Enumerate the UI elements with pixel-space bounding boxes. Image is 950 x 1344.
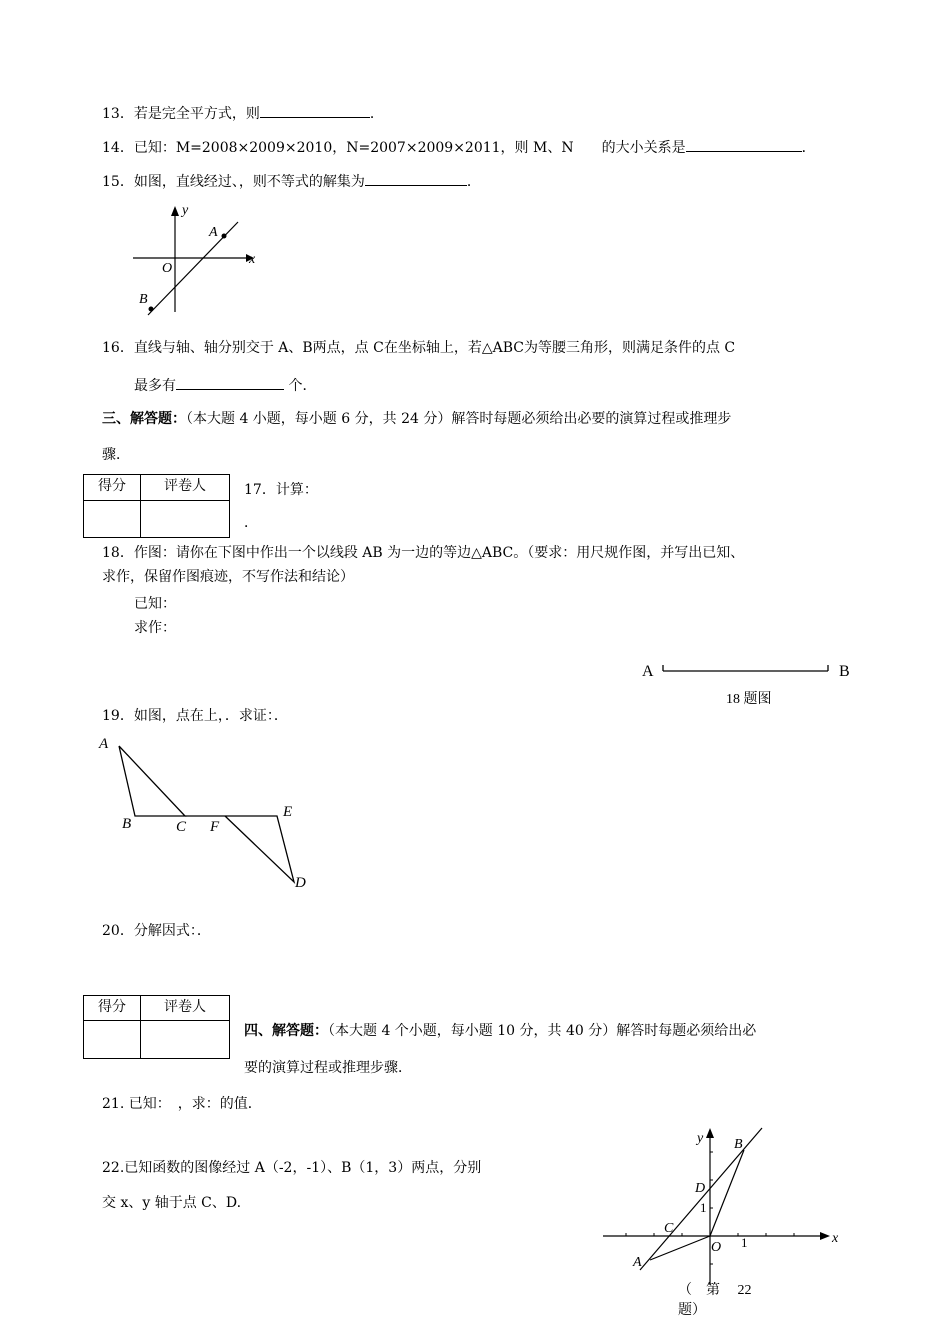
question-16-line2: 最多有 个． bbox=[134, 375, 316, 395]
y-axis-arrow-icon bbox=[706, 1128, 714, 1138]
x-unit-label: 1 bbox=[741, 1235, 748, 1250]
score-header: 得分 bbox=[84, 996, 141, 1021]
point-a-label: A bbox=[642, 663, 654, 680]
segment-ob bbox=[710, 1150, 744, 1236]
section-3-header bbox=[102, 408, 731, 428]
figure-19 bbox=[94, 730, 314, 895]
origin-label: O bbox=[711, 1240, 722, 1255]
y-label: y bbox=[697, 1131, 704, 1146]
question-19: 19．如图，点在上，．求证：． bbox=[102, 708, 288, 724]
d-label: D bbox=[695, 1181, 706, 1196]
question-15: 15．如图，直线经过、，则不等式的解集为 ． bbox=[102, 171, 481, 191]
a-label: A bbox=[99, 736, 109, 752]
x-label: x bbox=[832, 1231, 839, 1246]
c-label: C bbox=[664, 1221, 674, 1236]
point-a bbox=[222, 234, 227, 239]
question-21: 21. 已知： ，求：的值． bbox=[102, 1096, 262, 1112]
question-14: 14．已知：M=2008×2009×2010，N=2007×2009×2011，则 M、N 的大小关系是 ． bbox=[102, 137, 816, 157]
figure-22-caption-1: （ 第 22 bbox=[678, 1283, 752, 1298]
b-label: B bbox=[122, 816, 132, 832]
y-label: y bbox=[182, 203, 189, 218]
a-label: A bbox=[633, 1255, 642, 1270]
x-axis-arrow-icon bbox=[820, 1232, 830, 1240]
origin-label: O bbox=[162, 261, 173, 276]
question-17: 17．计算： bbox=[244, 482, 318, 498]
score-header: 得分 bbox=[84, 475, 141, 501]
q15-answer-blank[interactable] bbox=[365, 171, 467, 186]
q13-answer-blank[interactable] bbox=[260, 103, 370, 118]
triangle-fed bbox=[225, 816, 294, 882]
score-cell[interactable] bbox=[84, 501, 141, 538]
section-4-title: 四、解答题： bbox=[244, 1023, 328, 1039]
point-b bbox=[149, 307, 154, 312]
section-4-desc-cont: 要的演算过程或推理步骤． bbox=[244, 1060, 412, 1076]
section-4-desc: （本大题 4 个小题，每小题 10 分，共 40 分）解答时每题必须给出必 bbox=[328, 1023, 757, 1039]
question-20: 20．分解因式：． bbox=[102, 923, 211, 939]
question-22-line1: 22.已知函数的图像经过 A（-2，-1）、B（1，3）两点，分别 bbox=[102, 1160, 482, 1176]
section-4-header bbox=[244, 1020, 756, 1040]
q13-text: 13．若是完全平方式，则 bbox=[102, 106, 260, 122]
q16-answer-blank[interactable] bbox=[176, 375, 284, 390]
b-label: B bbox=[139, 292, 148, 307]
triangle-abc bbox=[119, 746, 185, 816]
q15-text: 15．如图，直线经过、，则不等式的解集为 bbox=[102, 174, 365, 190]
question-22-line2: 交 x、y 轴于点 C、D. bbox=[102, 1195, 242, 1211]
grader-header: 评卷人 bbox=[141, 475, 230, 501]
a-label: A bbox=[209, 225, 218, 240]
f-label: F bbox=[210, 819, 220, 835]
q14-text: 14．已知：M=2008×2009×2010，N=2007×2009×2011，则 M、N 的大小关系是 bbox=[102, 140, 686, 156]
point-b-label: B bbox=[839, 663, 850, 680]
y-axis-arrow-icon bbox=[171, 206, 179, 216]
figure-22-graph bbox=[598, 1120, 848, 1320]
x-label: x bbox=[249, 252, 256, 267]
b-label: B bbox=[734, 1137, 743, 1152]
question-18-known: 已知： bbox=[134, 596, 176, 612]
figure-18-caption: 18 题图 bbox=[726, 692, 772, 707]
grader-cell[interactable] bbox=[141, 1021, 230, 1059]
score-cell[interactable] bbox=[84, 1021, 141, 1059]
e-label: E bbox=[283, 804, 293, 820]
question-16-line1: 16．直线与轴、轴分别交于 A、B两点，点 C在坐标轴上，若△ABC为等腰三角形，则满足条件的点 C bbox=[102, 340, 736, 356]
figure-15-graph bbox=[128, 200, 263, 320]
score-table-2 bbox=[83, 995, 230, 1059]
section-3-desc-cont: 骤． bbox=[102, 447, 130, 463]
c-label: C bbox=[176, 819, 187, 835]
question-17-dot: ． bbox=[244, 515, 258, 531]
figure-22-caption-2: 题） bbox=[678, 1303, 706, 1318]
question-18-line1: 18．作图：请你在下图中作出一个以线段 AB 为一边的等边△ABC。（要求：用尺规作图，并写出已知、 bbox=[102, 545, 745, 561]
figure-18-segment bbox=[636, 655, 861, 710]
d-label: D bbox=[295, 875, 306, 891]
q14-answer-blank[interactable] bbox=[686, 137, 802, 152]
section-3-title: 三、解答题： bbox=[102, 411, 186, 427]
grader-header: 评卷人 bbox=[141, 996, 230, 1021]
grader-cell[interactable] bbox=[141, 501, 230, 538]
question-18-line2: 求作，保留作图痕迹，不写作法和结论） bbox=[102, 569, 354, 585]
question-13: 13．若是完全平方式，则 ． bbox=[102, 103, 384, 123]
section-3-desc: （本大题 4 小题，每小题 6 分，共 24 分）解答时每题必须给出必要的演算过程或推理步 bbox=[186, 411, 732, 427]
y-unit-label: 1 bbox=[700, 1200, 707, 1215]
score-table-1 bbox=[83, 474, 230, 538]
question-18-seek: 求作： bbox=[134, 620, 176, 636]
